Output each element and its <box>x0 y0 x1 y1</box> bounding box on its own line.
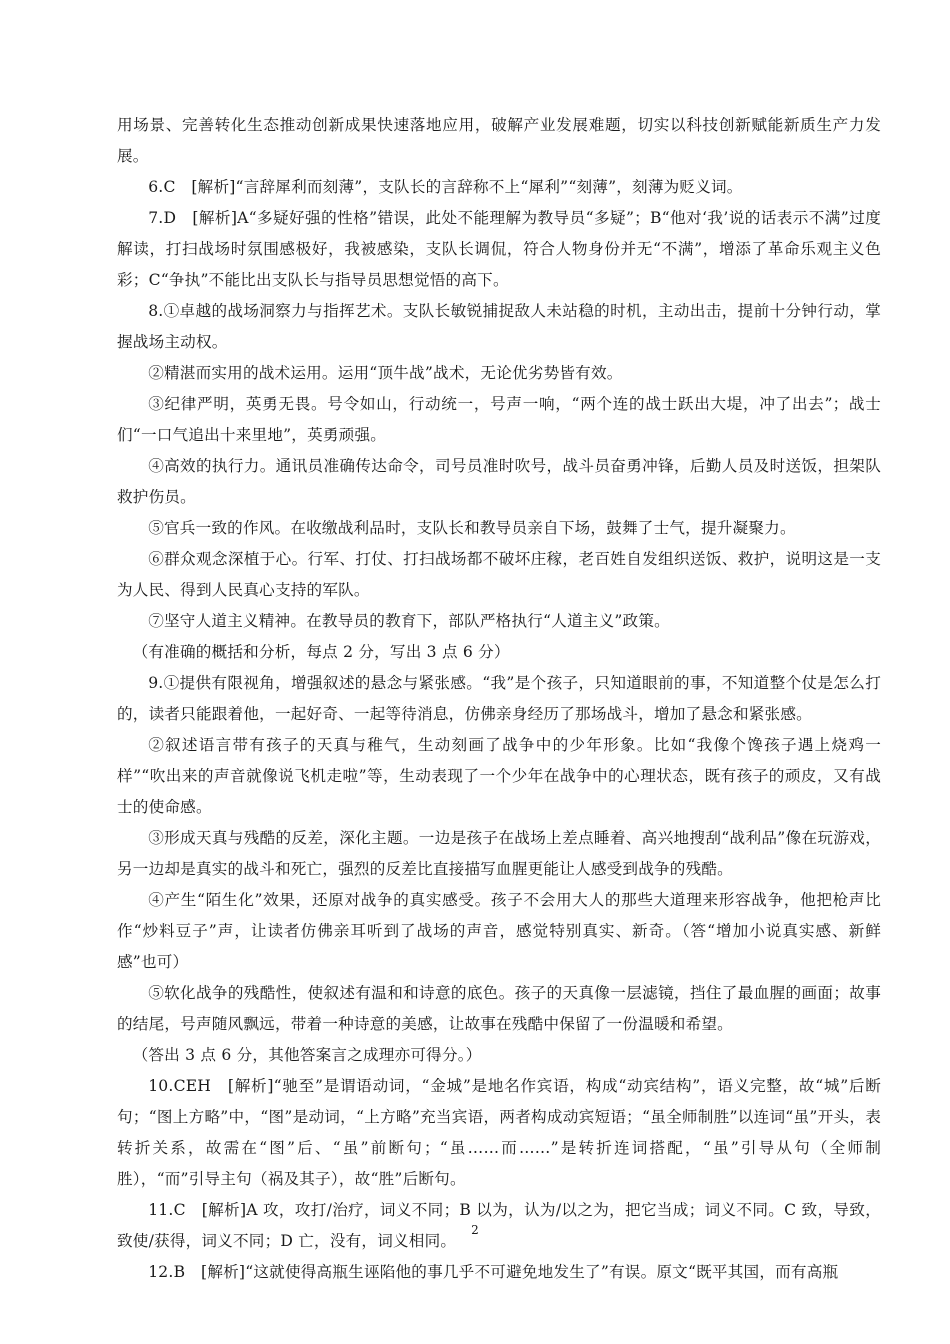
answer-8-point-5: ⑤官兵一致的作风。在收缴战利品时，支队长和教导员亲自下场，鼓舞了士气，提升凝聚力。 <box>148 519 796 537</box>
answer-8-point-3: ③纪律严明，英勇无畏。号令如山，行动统一，号声一响，“两个连的战士跃出大堤，冲了出去”；战士们“一口气追出十来里地”，英勇顽强。 <box>117 395 881 444</box>
answer-9-point-3: ③形成天真与残酷的反差，深化主题。一边是孩子在战场上差点睡着、高兴地搜刮“战利品”像在玩游戏，另一边却是真实的战斗和死亡，强烈的反差比直接描写血腥更能让人感受到战争的残酷。 <box>117 829 881 878</box>
answer-11: 11.C [解析]A 攻，攻打/治疗，词义不同；B 以为，认为/以之为，把它当成；词义不同。C 致，导致，致使/获得，词义不同；D 亡，没有，词义相同。 <box>117 1201 881 1250</box>
answer-6: 6.C [解析]“言辞犀利而刻薄”，支队长的言辞称不上“犀利”“刻薄”，刻薄为贬义词。 <box>148 178 743 196</box>
answer-8-point-6: ⑥群众观念深植于心。行军、打仗、打扫战场都不破坏庄稼，老百姓自发组织送饭、救护，说明这是一支为人民、得到人民真心支持的军队。 <box>117 550 881 599</box>
answer-9-scoring-note: （答出 3 点 6 分，其他答案言之成理亦可得分。） <box>132 1046 482 1064</box>
answer-8-scoring-note: （有准确的概括和分析，每点 2 分，写出 3 点 6 分） <box>132 643 510 661</box>
page-number: 2 <box>471 1223 479 1237</box>
answer-8-point-4: ④高效的执行力。通讯员准确传达命令，司号员准时吹号，战斗员奋勇冲锋，后勤人员及时送饭，担架队救护伤员。 <box>117 457 881 506</box>
answer-8-point-2: ②精湛而实用的战术运用。运用“顶牛战”战术，无论优劣势皆有效。 <box>148 364 623 382</box>
answer-9-point-1: 9.①提供有限视角，增强叙述的悬念与紧张感。“我”是个孩子，只知道眼前的事，不知道整个仗是怎么打的，读者只能跟着他，一起好奇、一起等待消息，仿佛亲身经历了那场战斗，增加了悬念和紧张感。 <box>117 674 881 723</box>
answer-8-point-7: ⑦坚守人道主义精神。在教导员的教育下，部队严格执行“人道主义”政策。 <box>148 612 670 630</box>
answer-10: 10.CEH [解析]“驰至”是谓语动词，“金城”是地名作宾语，构成“动宾结构”，语义完整，故“城”后断句；“图上方略”中，“图”是动词，“上方略”充当宾语，两者构成动宾短语；“虽全师制胜”以连词“虽”开头，表转折关系，故需在“图”后、“虽”前断句；“虽……而……”是转折连词搭配，“虽”引导从句（全师制胜），“而”引导主句（祸及其子），故“胜”后断句。 <box>117 1077 881 1188</box>
answer-9-point-4: ④产生“陌生化”效果，还原对战争的真实感受。孩子不会用大人的那些大道理来形容战争，他把枪声比作“炒料豆子”声，让读者仿佛亲耳听到了战场的声音，感觉特别真实、新奇。（答“增加小说真实感、新鲜感”也可） <box>117 891 881 971</box>
answer-12: 12.B [解析]“这就使得高瓶生诬陷他的事几乎不可避免地发生了”有误。原文“既平其国，而有高瓶 <box>148 1263 839 1281</box>
answer-8-point-1: 8.①卓越的战场洞察力与指挥艺术。支队长敏锐捕捉敌人未站稳的时机，主动出击，提前十分钟行动，掌握战场主动权。 <box>117 302 881 351</box>
answer-9-point-2: ②叙述语言带有孩子的天真与稚气，生动刻画了战争中的少年形象。比如“我像个馋孩子遇上烧鸡一样”“吹出来的声音就像说飞机走啦”等，生动表现了一个少年在战争中的心理状态，既有孩子的顽皮，又有战士的使命感。 <box>117 736 881 816</box>
answer-content <box>117 110 881 1288</box>
answer-9-point-5: ⑤软化战争的残酷性，使叙述有温和和诗意的底色。孩子的天真像一层滤镜，挡住了最血腥的画面；故事的结尾，号声随风飘远，带着一种诗意的美感，让故事在残酷中保留了一份温暖和希望。 <box>117 984 881 1033</box>
answer-7: 7.D [解析]A“多疑好强的性格”错误，此处不能理解为教导员“多疑”；B“他对‘我’说的话表示不满”过度解读，打扫战场时氛围感极好，我被感染，支队长调侃，符合人物身份并无“不满”，增添了革命乐观主义色彩；C“争执”不能比出支队长与指导员思想觉悟的高下。 <box>117 209 881 289</box>
paragraph-continuation: 用场景、完善转化生态推动创新成果快速落地应用，破解产业发展难题，切实以科技创新赋能新质生产力发展。 <box>117 116 881 165</box>
